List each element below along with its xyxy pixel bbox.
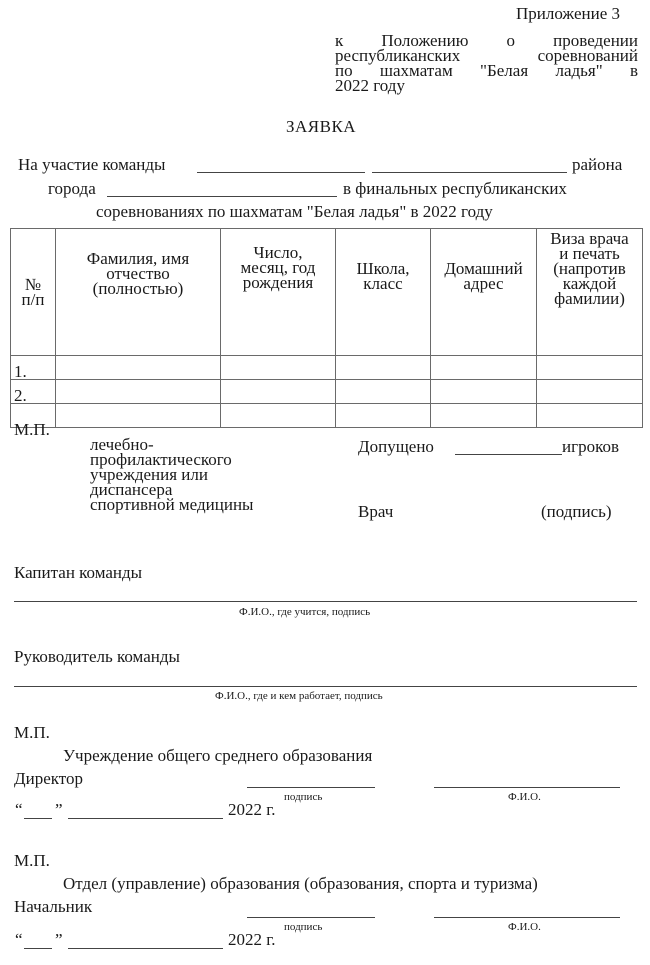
table-row: [11, 404, 643, 428]
appendix-ref-line: к Положению о проведении: [335, 31, 638, 50]
leader-signature-field[interactable]: [14, 686, 637, 687]
director-signature-caption: подпись: [284, 791, 323, 803]
head-signature-field[interactable]: [247, 917, 375, 918]
table-header-row: [11, 229, 643, 356]
department-date-close-quote: ”: [55, 930, 63, 949]
column-header-doctor-visa: Виза врача и печать (напротив каждой фамилии): [537, 229, 643, 356]
department-institution: Отдел (управление) образования (образования, спорта и туризма): [63, 874, 538, 893]
school-stamp-label: М.П.: [14, 723, 50, 742]
intro-city-label: города: [48, 179, 96, 198]
appendix-ref-line: 2022 году: [335, 76, 405, 95]
director-name-field[interactable]: [434, 787, 620, 788]
school-date-day-field[interactable]: [24, 818, 52, 819]
school-date-month-field[interactable]: [68, 818, 223, 819]
department-stamp-label: М.П.: [14, 851, 50, 870]
department-date-year: 2022 г.: [228, 930, 276, 949]
doctor-visa-cell[interactable]: [537, 404, 643, 428]
birth-date-cell[interactable]: [221, 404, 336, 428]
school-date-open-quote: “: [15, 800, 23, 819]
row-number-cell: 2.: [11, 380, 56, 404]
medical-institution-text: лечебно- профилактического учреждения или диспансера спортивной медицины: [90, 435, 254, 514]
admitted-label: Допущено: [358, 437, 434, 456]
head-signature-caption: подпись: [284, 921, 323, 933]
medical-stamp-label: М.П.: [14, 420, 50, 439]
admitted-count-field[interactable]: [455, 454, 562, 455]
roster-table: [10, 228, 643, 428]
school-class-cell[interactable]: [336, 404, 431, 428]
team-name-field[interactable]: [197, 172, 365, 173]
appendix-label: Приложение 3: [516, 4, 620, 23]
column-header-full-name: Фамилия, имя отчество (полностью): [56, 229, 221, 356]
birth-date-cell[interactable]: [221, 356, 336, 380]
intro-finals-text: в финальных республиканских: [343, 179, 567, 198]
director-label: Директор: [14, 769, 83, 788]
head-label: Начальник: [14, 897, 93, 916]
captain-label: Капитан команды: [14, 563, 143, 582]
birth-date-cell[interactable]: [221, 380, 336, 404]
leader-label: Руководитель команды: [14, 647, 180, 666]
district-name-field[interactable]: [372, 172, 567, 173]
intro-team-label: На участие команды: [18, 155, 166, 174]
column-header-home-address: Домашний адрес: [431, 229, 537, 356]
director-signature-field[interactable]: [247, 787, 375, 788]
players-label: игроков: [562, 437, 619, 456]
full-name-cell[interactable]: [56, 404, 221, 428]
department-date-open-quote: “: [15, 930, 23, 949]
captain-signature-field[interactable]: [14, 601, 637, 602]
home-address-cell[interactable]: [431, 356, 537, 380]
city-name-field[interactable]: [107, 196, 337, 197]
doctor-visa-cell[interactable]: [537, 380, 643, 404]
school-date-year: 2022 г.: [228, 800, 276, 819]
row-number-cell: 1.: [11, 356, 56, 380]
school-institution: Учреждение общего среднего образования: [63, 746, 373, 765]
full-name-cell[interactable]: [56, 380, 221, 404]
doctor-signature-label: (подпись): [541, 502, 612, 521]
home-address-cell[interactable]: [431, 404, 537, 428]
head-name-caption: Ф.И.О.: [508, 921, 541, 933]
department-date-day-field[interactable]: [24, 948, 52, 949]
captain-caption: Ф.И.О., где учится, подпись: [239, 606, 371, 618]
intro-competition-text: соревнованиях по шахматам "Белая ладья" в 2022 году: [96, 202, 493, 221]
full-name-cell[interactable]: [56, 356, 221, 380]
head-name-field[interactable]: [434, 917, 620, 918]
school-date-close-quote: ”: [55, 800, 63, 819]
school-class-cell[interactable]: [336, 380, 431, 404]
appendix-ref-line: республиканских соревнований: [335, 46, 638, 65]
director-name-caption: Ф.И.О.: [508, 791, 541, 803]
column-header-birth-date: Число, месяц, год рождения: [221, 229, 336, 356]
school-class-cell[interactable]: [336, 356, 431, 380]
doctor-visa-cell[interactable]: [537, 356, 643, 380]
department-date-month-field[interactable]: [68, 948, 223, 949]
home-address-cell[interactable]: [431, 380, 537, 404]
appendix-ref-line: по шахматам "Белая ладья" в: [335, 61, 638, 80]
table-row: [11, 356, 643, 380]
column-header-school-class: Школа, класс: [336, 229, 431, 356]
intro-district-label: района: [572, 155, 623, 174]
table-row: [11, 380, 643, 404]
leader-caption: Ф.И.О., где и кем работает, подпись: [215, 690, 383, 702]
document-title: ЗАЯВКА: [286, 117, 357, 136]
doctor-label: Врач: [358, 502, 394, 521]
appendix-reference: [335, 33, 638, 93]
column-header-number: № п/п: [11, 229, 56, 356]
